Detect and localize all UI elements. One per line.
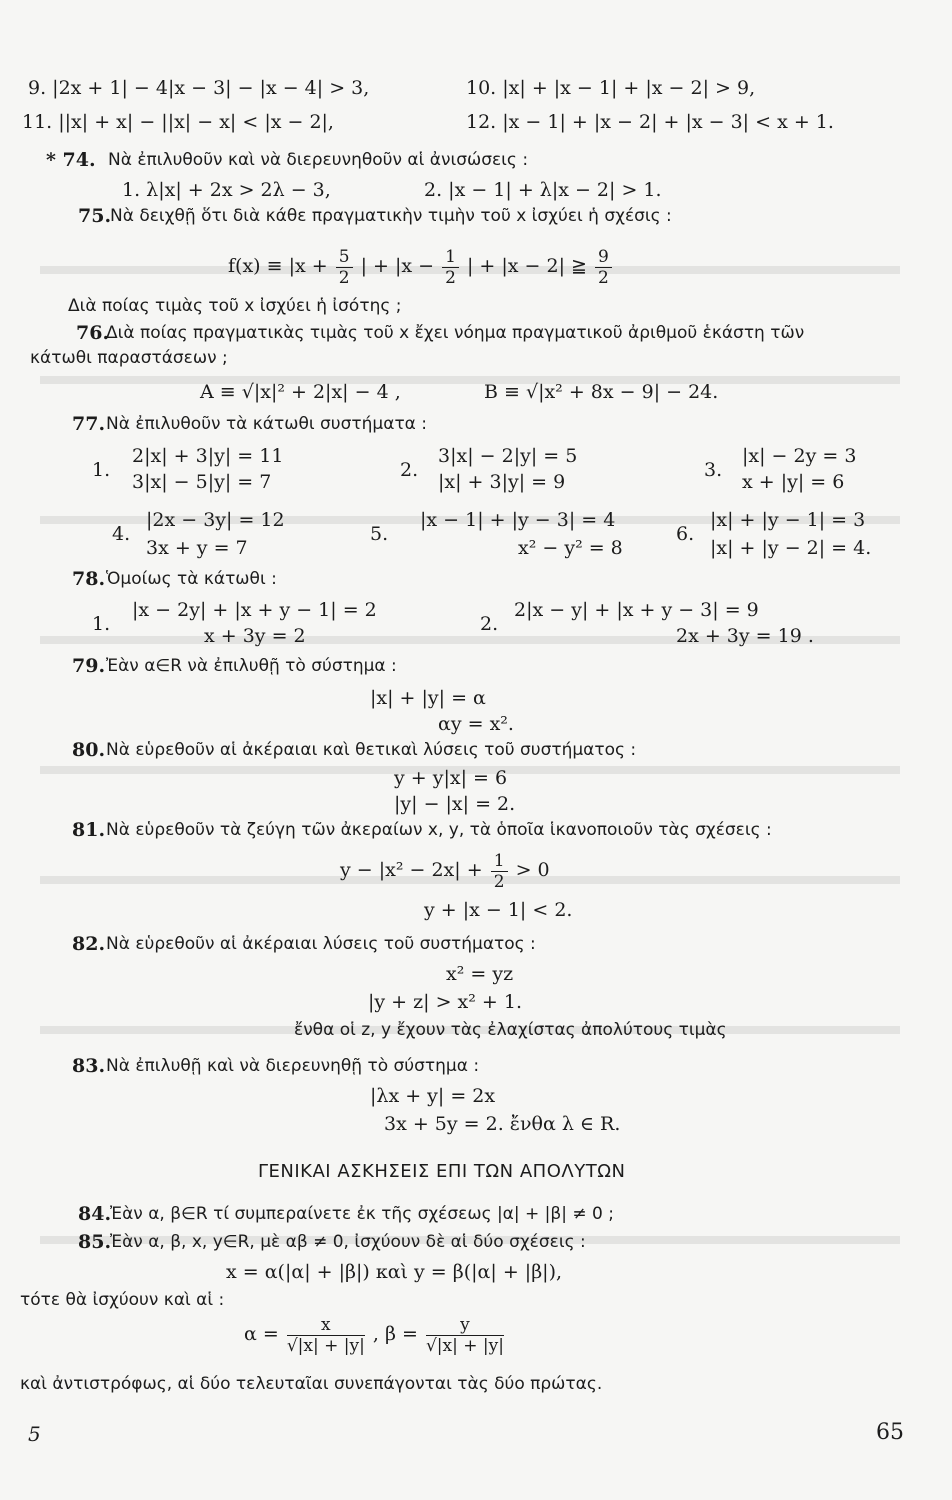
- problem-85-number: 85.: [78, 1231, 112, 1253]
- problem-83-eq-1: |λx + y| = 2x: [370, 1085, 496, 1107]
- problem-79-text: Ἐὰν α∈R νὰ ἐπιλυθῇ τὸ σύστημα :: [106, 656, 397, 676]
- system-6-eq-2: |x| + |y − 2| = 4.: [710, 537, 872, 559]
- problem-76-number: 76.: [76, 322, 110, 344]
- problem-78-number: 78.: [72, 568, 106, 590]
- problem-74-1: 1. λ|x| + 2x > 2λ − 3,: [122, 179, 331, 201]
- system-2-eq-2: |x| + 3|y| = 9: [438, 471, 566, 493]
- system-3-eq-2: x + |y| = 6: [742, 471, 845, 493]
- system-1-eq-1: 2|x| + 3|y| = 11: [132, 445, 284, 467]
- problem-81-number: 81.: [72, 819, 106, 841]
- ineq-1-part-1: y − |x² − 2x| +: [340, 859, 483, 881]
- problem-85-conclusion: καὶ ἀντιστρόφως, αἱ δύο τελευταῖαι συνεπάγονται τὰς δύο πρώτας.: [20, 1374, 603, 1394]
- problem-83-text: Νὰ ἐπιλυθῇ καὶ νὰ διερευνηθῇ τὸ σύστημα :: [106, 1056, 480, 1076]
- system-3-eq-1: |x| − 2y = 3: [742, 445, 857, 467]
- problem-82-eq-1: x² = yz: [446, 963, 514, 985]
- expression-B: B ≡ √|x² + 8x − 9| − 24.: [484, 381, 719, 403]
- system-78-1-eq-2: x + 3y = 2: [204, 625, 306, 647]
- fraction-beta: $\frac{y}{√|x| + |y|}$: [425, 1314, 504, 1356]
- problem-85-then: τότε θὰ ἰσχύουν καὶ αἱ :: [20, 1290, 225, 1310]
- problem-75-question: Διὰ ποίας τιμὰς τοῦ x ἰσχύει ἡ ἰσότης ;: [68, 296, 402, 316]
- f-expr-part-2: | + |x −: [360, 255, 435, 277]
- problem-80-text: Νὰ εὑρεθοῦν αἱ ἀκέραιαι καὶ θετικαὶ λύσεις τοῦ συστήματος :: [106, 740, 637, 760]
- problem-74-number: * 74.: [46, 149, 96, 171]
- f-expr-part-1: f(x) ≡ |x +: [228, 255, 328, 277]
- system-78-2-eq-1: 2|x − y| + |x + y − 3| = 9: [514, 599, 759, 621]
- problem-77-text: Νὰ ἐπιλυθοῦν τὰ κάτωθι συστήματα :: [106, 414, 428, 434]
- system-2-eq-1: 3|x| − 2|y| = 5: [438, 445, 578, 467]
- problem-75-text: Νὰ δειχθῇ ὅτι διὰ κάθε πραγματικὴν τιμὴν τοῦ x ἰσχύει ἡ σχέσις :: [110, 206, 672, 226]
- problem-82-number: 82.: [72, 933, 106, 955]
- problem-76-text: Διὰ ποίας πραγματικὰς τιμὰς τοῦ x ἔχει νόημα πραγματικοῦ ἀριθμοῦ ἑκάστη τῶν: [106, 323, 805, 343]
- fraction-1-2: $\frac{1}{2}$: [442, 247, 459, 288]
- system-2-label: 2.: [400, 459, 419, 481]
- problem-10: 10. |x| + |x − 1| + |x − 2| > 9,: [466, 77, 756, 99]
- problem-75-number: 75.: [78, 205, 112, 227]
- system-6-label: 6.: [676, 523, 695, 545]
- system-78-2-eq-2: 2x + 3y = 19 .: [676, 625, 814, 647]
- system-6-eq-1: |x| + |y − 1| = 3: [710, 509, 866, 531]
- problem-85-relations: x = α(|α| + |β|) καὶ y = β(|α| + |β|),: [226, 1261, 563, 1283]
- system-5-label: 5.: [370, 523, 389, 545]
- system-4-eq-2: 3x + y = 7: [146, 537, 248, 559]
- problem-85-formulas: [244, 1310, 506, 1358]
- problem-81-ineq-1: [340, 848, 550, 892]
- f-expr-part-3: | + |x − 2| ≧: [466, 255, 587, 277]
- problem-83-eq-2: 3x + 5y = 2. ἔνθα λ ∈ R.: [384, 1113, 621, 1135]
- system-1-eq-2: 3|x| − 5|y| = 7: [132, 471, 272, 493]
- page-number: 65: [876, 1420, 904, 1445]
- system-78-1-label: 1.: [92, 613, 111, 635]
- section-heading: ΓΕΝΙΚΑΙ ΑΣΚΗΣΕΙΣ ΕΠΙ ΤΩΝ ΑΠΟΛΥΤΩΝ: [258, 1161, 626, 1182]
- problem-82-note: ἔνθα οἱ z, y ἔχουν τὰς ἐλαχίστας ἀπολύτους τιμὰς: [294, 1020, 727, 1040]
- system-1-label: 1.: [92, 459, 111, 481]
- problem-80-eq-1: y + y|x| = 6: [394, 767, 508, 789]
- problem-11: 11. ||x| + x| − ||x| − x| < |x − 2|,: [22, 111, 334, 133]
- problem-9: 9. |2x + 1| − 4|x − 3| − |x − 4| > 3,: [28, 77, 370, 99]
- problem-12: 12. |x − 1| + |x − 2| + |x − 3| < x + 1.: [466, 111, 834, 133]
- system-78-2-label: 2.: [480, 613, 499, 635]
- problem-80-eq-2: |y| − |x| = 2.: [394, 793, 516, 815]
- fraction-5-2: $\frac{5}{2}$: [336, 247, 353, 288]
- problem-81-ineq-2: y + |x − 1| < 2.: [424, 899, 573, 921]
- problem-79-eq-1: |x| + |y| = α: [370, 687, 486, 709]
- ineq-1-part-2: > 0: [515, 859, 550, 881]
- problem-84-text: Ἐὰν α, β∈R τί συμπεραίνετε ἐκ τῆς σχέσεως |α| + |β| ≠ 0 ;: [110, 1204, 614, 1224]
- problem-80-number: 80.: [72, 739, 106, 761]
- signature-mark: 5: [28, 1422, 41, 1446]
- expression-A: A ≡ √|x|² + 2|x| − 4 ,: [200, 381, 401, 403]
- problem-85-text: Ἐὰν α, β, x, y∈R, μὲ αβ ≠ 0, ἰσχύουν δὲ αἱ δύο σχέσεις :: [110, 1232, 586, 1252]
- system-4-eq-1: |2x − 3y| = 12: [146, 509, 285, 531]
- problem-79-number: 79.: [72, 655, 106, 677]
- alpha-label: α =: [244, 1323, 279, 1345]
- problem-76-text-cont: κάτωθι παραστάσεων ;: [30, 348, 228, 368]
- problem-82-text: Νὰ εὑρεθοῦν αἱ ἀκέραιαι λύσεις τοῦ συστήματος :: [106, 934, 536, 954]
- system-78-1-eq-1: |x − 2y| + |x + y − 1| = 2: [132, 599, 377, 621]
- fraction-alpha: $\frac{x}{√|x| + |y|}$: [286, 1314, 365, 1356]
- fraction-9-2: $\frac{9}{2}$: [595, 247, 612, 288]
- problem-77-number: 77.: [72, 413, 106, 435]
- problem-75-inequality: [228, 246, 614, 288]
- problem-81-text: Νὰ εὑρεθοῦν τὰ ζεύγη τῶν ἀκεραίων x, y, τὰ ὁποῖα ἱκανοποιοῦν τὰς σχέσεις :: [106, 820, 772, 840]
- problem-74-text: Νὰ ἐπιλυθοῦν καὶ νὰ διερευνηθοῦν αἱ ἀνισώσεις :: [108, 150, 529, 170]
- problem-84-number: 84.: [78, 1203, 112, 1225]
- system-3-label: 3.: [704, 459, 723, 481]
- system-4-label: 4.: [112, 523, 131, 545]
- problem-78-text: Ὁμοίως τὰ κάτωθι :: [106, 569, 277, 589]
- beta-label: , β =: [372, 1323, 418, 1345]
- system-5-eq-1: |x − 1| + |y − 3| = 4: [420, 509, 616, 531]
- fraction-1-2-ineq: $\frac{1}{2}$: [491, 851, 508, 892]
- problem-79-eq-2: αy = x².: [438, 713, 514, 735]
- problem-83-number: 83.: [72, 1055, 106, 1077]
- system-5-eq-2: x² − y² = 8: [518, 537, 623, 559]
- problem-82-eq-2: |y + z| > x² + 1.: [368, 991, 523, 1013]
- problem-74-2: 2. |x − 1| + λ|x − 2| > 1.: [424, 179, 662, 201]
